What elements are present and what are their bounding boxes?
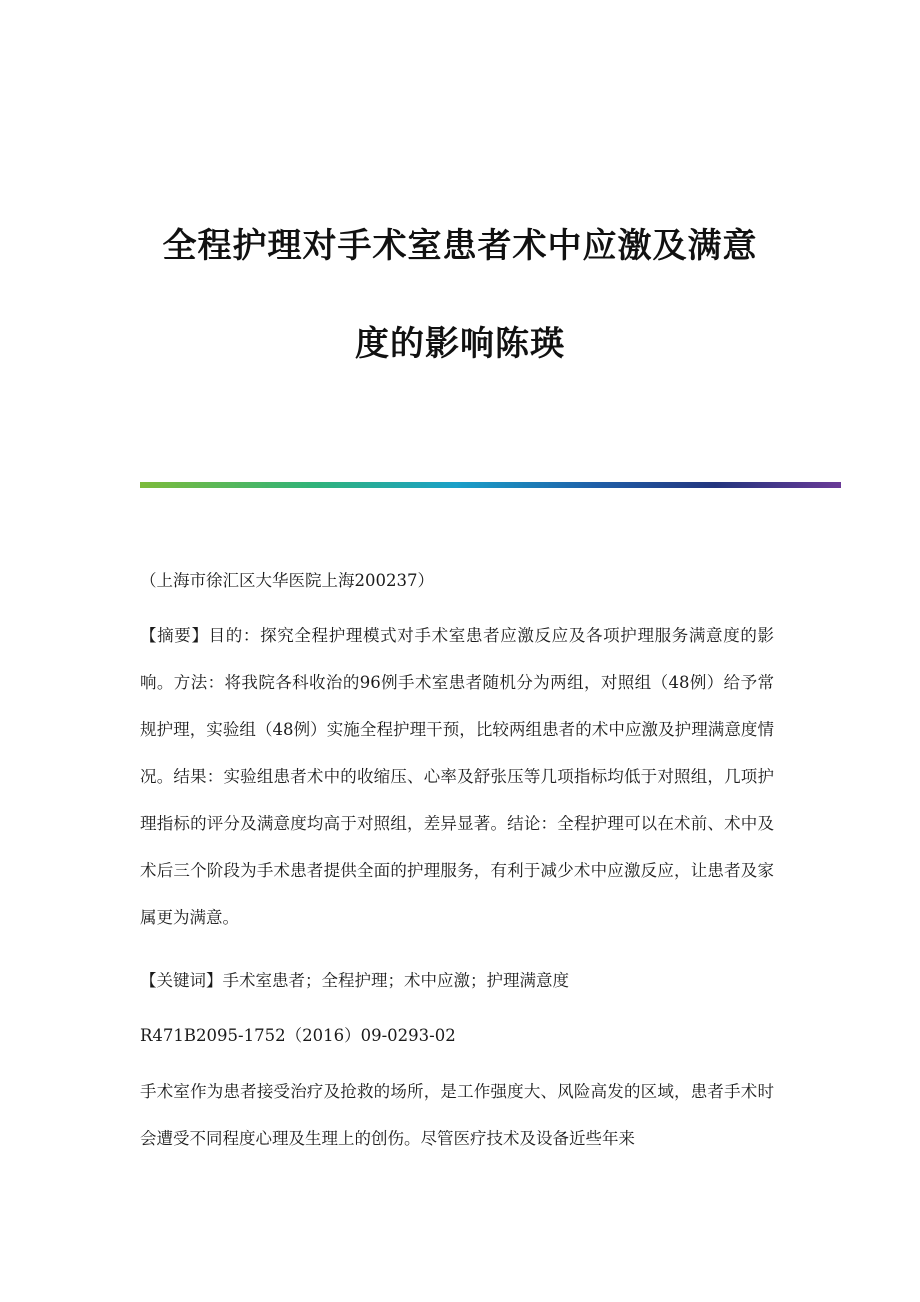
author-affiliation: （上海市徐汇区大华医院上海200237） — [140, 571, 434, 590]
abstract-text: 目的：探究全程护理模式对手术室患者应激反应及各项护理服务满意度的影响。方法：将我院各科收治的96例手术室患者随机分为两组，对照组（48例）给予常规护理，实验组（48例）实施全程护理干预，比较两组患者的术中应激及护理满意度情况。结果：实验组患者术中的收缩压、心率及舒张压等几项指标均低于对照组，几项护理指标的评分及满意度均高于对照组，差异显著。结论：全程护理可以在术前、术中及术后三个阶段为手术患者提供全面的护理服务，有利于减少术中应激反应，让患者及家属更为满意。 — [140, 626, 775, 927]
abstract-label: 【摘要】 — [140, 626, 209, 645]
document-title-line-1: 全程护理对手术室患者术中应激及满意 — [162, 226, 758, 266]
abstract-paragraph — [140, 612, 774, 941]
document-title-line-2: 度的影响陈瑛 — [355, 324, 565, 364]
keywords-label: 【关键词】 — [140, 971, 223, 990]
classification-code: R471B2095-1752（2016）09-0293-02 — [140, 1026, 456, 1045]
intro-paragraph: 手术室作为患者接受治疗及抢救的场所，是工作强度大、风险高发的区域，患者手术时会遭受不同程度心理及生理上的创伤。尽管医疗技术及设备近些年来 — [140, 1082, 774, 1148]
gradient-divider — [140, 482, 841, 488]
keywords-paragraph — [140, 957, 774, 1004]
keywords-text: 手术室患者；全程护理；术中应激；护理满意度 — [222, 971, 569, 990]
